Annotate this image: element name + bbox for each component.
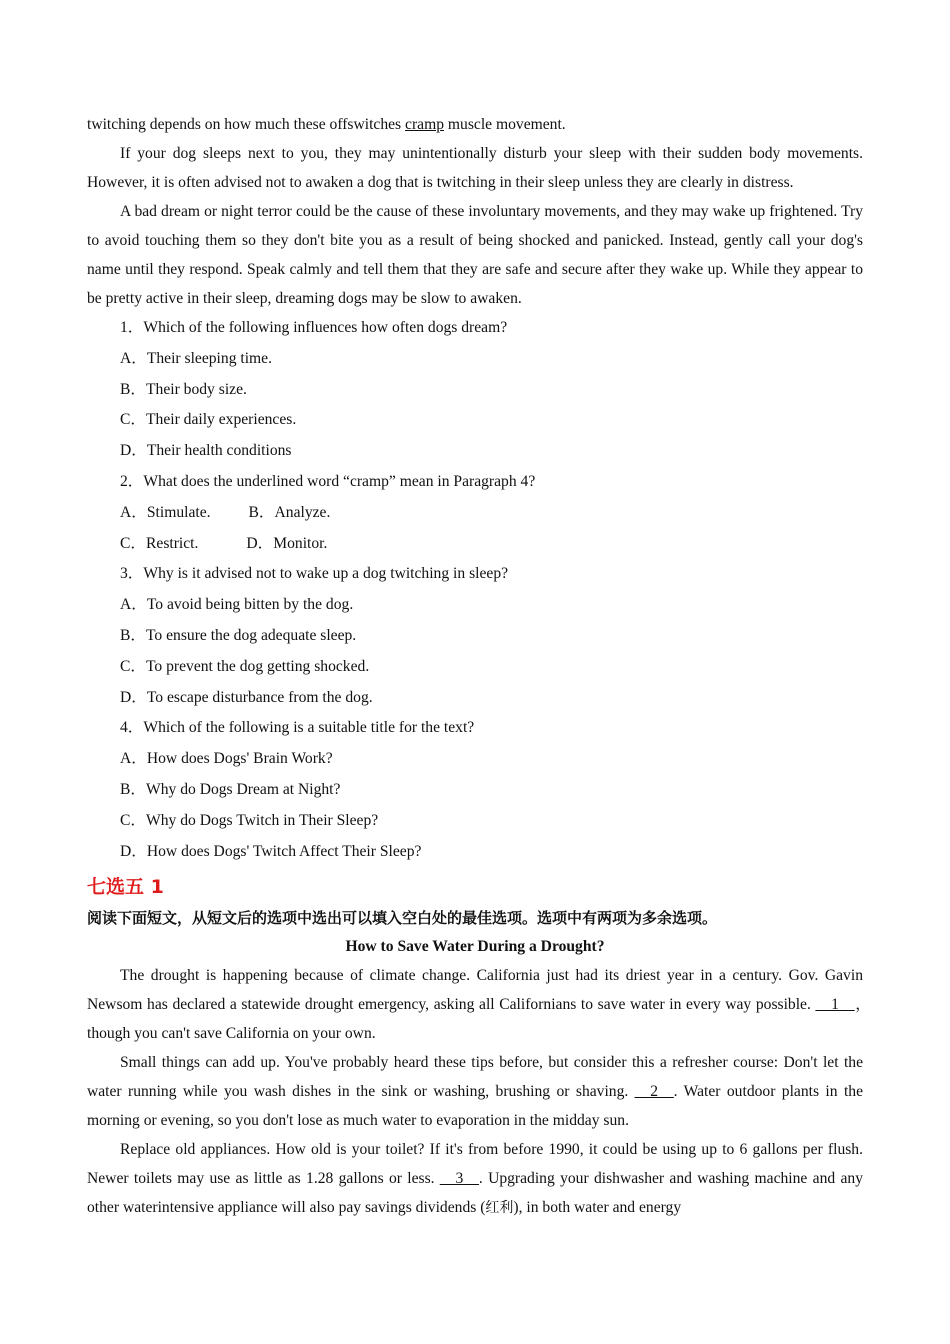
section-instruction: 阅读下面短文，从短文后的选项中选出可以填入空白处的最佳选项。选项中有两项为多余选项。 (87, 909, 718, 928)
blank-2: __2__ (634, 1083, 674, 1101)
passage-paragraph-1: If your dog sleeps next to you, they may unintentionally disturb your sleep with their sudden body movements. However, it is often advised not to awaken a dog that is twitching in their sleep unless they are clearly in distress. (87, 145, 863, 191)
option-a: A．To avoid being bitten by the dog. (120, 596, 354, 614)
question-stem: 1．Which of the following influences how often dogs dream? (120, 319, 508, 336)
section-title: 七选五 1 (87, 876, 164, 899)
option-d: D．To escape disturbance from the dog. (120, 688, 373, 706)
option-row (87, 529, 863, 560)
question-stem: 2．What does the underlined word “cramp” mean in Paragraph 4? (120, 472, 536, 490)
option-a: A．Stimulate. (120, 503, 211, 521)
option-row (87, 498, 863, 529)
blank-3: __3__ (439, 1170, 479, 1188)
option-c: C．Restrict. (120, 534, 199, 552)
option-b: B．To ensure the dog adequate sleep. (120, 626, 357, 644)
text-span: . Upgrading your dishwasher and washing machine and any other waterintensive appliance will also pay savings dividends ( (87, 1170, 863, 1217)
passage-paragraph-0 (87, 110, 863, 139)
question-3 (87, 559, 863, 713)
option-d: D．Monitor. (246, 534, 328, 552)
question-stem: 3．Why is it advised not to wake up a dog twitching in sleep? (120, 565, 509, 583)
option-b: B．Their body size. (120, 380, 247, 398)
option-b: B．Why do Dogs Dream at Night? (120, 780, 341, 798)
question-1 (87, 313, 863, 467)
passage-paragraph-2: A bad dream or night terror could be the cause of these involuntary movements, and they may wake up frightened. Try to avoid touching them so they don't bite you as a result of being shocked and panicked. Instead, gently call your dog's name until they respond. Speak calmly and tell them that they are safe and secure after they wake up. While they appear to be pretty active in their sleep, dreaming dogs may be slow to awaken. (87, 203, 863, 307)
text-span: The drought is happening because of climate change. California just had its driest year in a century. Gov. Gavin Newsom has declared a statewide drought emergency, asking all Californians to save water in every way possible. (87, 967, 863, 1014)
question-2 (87, 467, 863, 559)
option-d: D．How does Dogs' Twitch Affect Their Sleep? (120, 842, 422, 860)
text-span: . Water outdoor plants in the morning or evening, so you don't lose as much water to evaporation in the midday sun. (87, 1083, 863, 1130)
chinese-gloss: 红利 (485, 1200, 514, 1217)
blank-1: __1__ (815, 996, 855, 1014)
text-span: ， though you can't save California on your own. (87, 996, 879, 1043)
text-span: twitching depends on how much these offswitches (87, 116, 406, 133)
document-content (87, 110, 879, 1223)
text-span: Replace old appliances. How old is your toilet? If it's from before 1990, it could be using up to 6 gallons per flush. Newer toilets may use as little as 1.28 gallons or less. (87, 1141, 863, 1188)
option-c: C．Why do Dogs Twitch in Their Sleep? (120, 811, 379, 829)
text-span: ), in both water and energy (513, 1199, 682, 1217)
option-c: C．To prevent the dog getting shocked. (120, 657, 370, 675)
option-c: C．Their daily experiences. (120, 411, 297, 429)
option-b: B．Analyze. (248, 503, 331, 521)
underlined-word: cramp (405, 116, 444, 133)
article-paragraph-1 (87, 961, 879, 1048)
question-4 (87, 713, 863, 867)
article-title: How to Save Water During a Drought? (345, 938, 605, 956)
option-a: A．How does Dogs' Brain Work? (120, 750, 333, 768)
article-paragraph-3 (87, 1135, 863, 1223)
option-a: A．Their sleeping time. (120, 349, 273, 367)
option-d: D．Their health conditions (120, 442, 292, 460)
article-paragraph-2 (87, 1048, 863, 1135)
text-span: muscle movement. (444, 116, 566, 133)
question-stem: 4．Which of the following is a suitable title for the text? (120, 719, 475, 737)
text-span: Small things can add up. You've probably heard these tips before, but consider this a refresher course: Don't let the water running while you wash dishes in the sink or washing, brushing or shaving. (87, 1054, 863, 1101)
